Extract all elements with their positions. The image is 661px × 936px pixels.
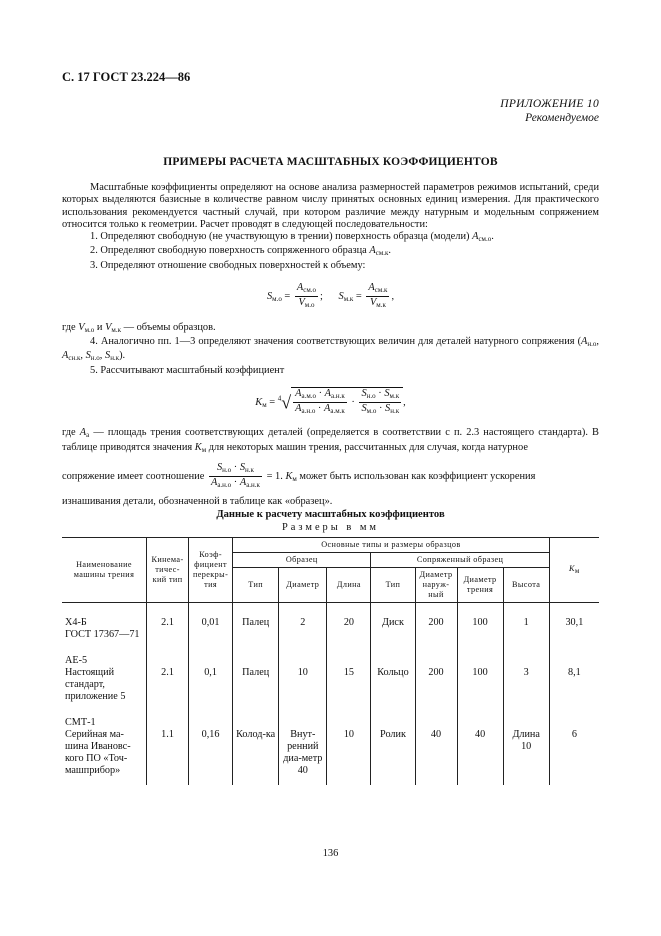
col-m-type: Тип	[371, 568, 415, 603]
cell-m-dout: 40	[415, 705, 457, 785]
table-caption: Данные к расчету масштабных коэффициентов	[216, 509, 445, 520]
formula-surface-ratio: $S_{м.о}$ = $\frac{A_{см.о}}{V_{м.о}}$ ; $S_{м.к}$ = $\frac{A_{см.к}}{V_{м.к}}$ ,	[266, 282, 395, 310]
cell-s-type: Колод-ка	[233, 705, 279, 785]
page-number: 136	[322, 848, 339, 859]
cell-machine: Х4-Б ГОСТ 17367—71	[62, 603, 147, 644]
cell-kin: 1.1	[147, 705, 189, 785]
cell-m-type: Ролик	[371, 705, 415, 785]
cell-machine: АЕ-5 Настоящий стандарт, приложение 5	[62, 643, 147, 705]
cell-s-type: Палец	[233, 643, 279, 705]
col-kinematic: Кинема-тичес-кий тип	[147, 538, 189, 603]
table-units: Размеры в мм	[282, 522, 379, 533]
cell-kin: 2.1	[147, 643, 189, 705]
col-s-type: Тип	[233, 568, 279, 603]
cell-m-type: Диск	[371, 603, 415, 644]
body-text	[62, 182, 599, 508]
appendix-status: Рекомендуемое	[525, 112, 599, 124]
step-5: 5. Рассчитывают масштабный коэффициент	[90, 364, 285, 376]
table-row	[62, 603, 599, 644]
cell-s-diam: 2	[279, 603, 327, 644]
step-3: 3. Определяют отношение свободных поверхностей к объему:	[90, 259, 366, 271]
formula-scale-coefficient: $K_м = ^4√$ $\frac{A_{а.м.о} \cdot A_{а.н.к}}{A_{а.н.о} \cdot A_{а.м.к}}$ · $\frac{S_{н.о} \cdot S_{м.к}}{S_{м.о} \cdot S_{н.к}}$ ,	[62, 387, 599, 418]
col-mate: Сопряженный образец	[371, 553, 549, 568]
appendix-block	[500, 97, 599, 125]
page-title: ПРИМЕРЫ РАСЧЕТА МАСШТАБНЫХ КОЭФФИЦИЕНТОВ	[163, 156, 498, 168]
cell-s-diam: Внут-ренний диа-метр 40	[279, 705, 327, 785]
table-row	[62, 705, 599, 785]
table-row	[62, 643, 599, 705]
where-volumes: где $V_{м.о}$ и $V_{м.к}$ — объемы образцов.	[62, 321, 216, 334]
cell-s-diam: 10	[279, 643, 327, 705]
cell-m-dfric: 100	[457, 643, 503, 705]
col-m-dout: Диаметр наруж-ный	[415, 568, 457, 603]
cell-km: 6	[549, 705, 599, 785]
intro-paragraph: Масштабные коэффициенты определяют на основе анализа размерностей параметров режимов испытаний, среди которых выделяются базисные в количестве равном числу принятых основных единиц измерения. Для практического использования рекомендуется частный случай, при котором различие между натурным и модельным сопряжением относится только к геометрии. Расчет проводят в следующей последовательности:	[62, 182, 599, 230]
col-s-len: Длина	[327, 568, 371, 603]
cell-m-type: Кольцо	[371, 643, 415, 705]
col-s-diam: Диаметр	[279, 568, 327, 603]
cell-kin: 2.1	[147, 603, 189, 644]
col-coefficient: Коэф-фициент перекры-тия	[189, 538, 233, 603]
cell-m-dfric: 40	[457, 705, 503, 785]
cell-s-type: Палец	[233, 603, 279, 644]
cell-coef: 0,01	[189, 603, 233, 644]
col-machine: Наименование машины трения	[62, 538, 147, 603]
cell-m-dout: 200	[415, 603, 457, 644]
ratio-line: сопряжение имеет соотношение $\frac{S_{н.о} \cdot S_{н.к}}{A_{а.н.о} \cdot A_{а.н.к}}$ = 1. $K_м$ может быть использован как коэффициент ускорения	[62, 462, 536, 490]
col-km: $K_м$	[549, 538, 599, 603]
cell-m-dfric: 100	[457, 603, 503, 644]
cell-m-height: 1	[503, 603, 549, 644]
col-sample: Образец	[233, 553, 371, 568]
cell-m-height: Длина 10	[503, 705, 549, 785]
cell-s-len: 15	[327, 643, 371, 705]
data-table	[62, 537, 599, 785]
col-m-dfric: Диаметр трения	[457, 568, 503, 603]
cell-coef: 0,1	[189, 643, 233, 705]
appendix-label: ПРИЛОЖЕНИЕ 10	[500, 98, 599, 110]
step-4: 4. Аналогично пп. 1—3 определяют значения соответствующих величин для деталей натурного сопряжения ($A_{н.о}$, $A_{сн.к}$, $S_{н.о}$, $S_{н.к}$).	[62, 335, 599, 363]
col-m-height: Высота	[503, 568, 549, 603]
cell-coef: 0,16	[189, 705, 233, 785]
cell-s-len: 10	[327, 705, 371, 785]
page-header: С. 17 ГОСТ 23.224—86	[62, 70, 191, 84]
cell-km: 30,1	[549, 603, 599, 644]
cell-machine: СМТ-1 Серийная ма- шина Ивановс- кого ПО «Точ- машприбор»	[62, 705, 147, 785]
step-2: 2. Определяют свободную поверхность сопряженного образца $A_{см.к}$.	[90, 245, 392, 258]
last-line: изнашивания детали, обозначенной в таблице как «образец».	[62, 495, 333, 507]
col-main-types: Основные типы и размеры образцов	[233, 538, 550, 553]
step-1: 1. Определяют свободную (не участвующую в трении) поверхность образца (модели) $A_{см.о}$.	[90, 231, 494, 244]
cell-s-len: 20	[327, 603, 371, 644]
cell-km: 8,1	[549, 643, 599, 705]
where-friction-area: где $A_а$ — площадь трения соответствующих деталей (определяется в соответствии с п. 2.3 настоящего стандарта). В таблице приводятся значения $K_м$ для некоторых машин трения, рассчитанных для случая, когда натурное	[62, 427, 599, 454]
cell-m-height: 3	[503, 643, 549, 705]
cell-m-dout: 200	[415, 643, 457, 705]
